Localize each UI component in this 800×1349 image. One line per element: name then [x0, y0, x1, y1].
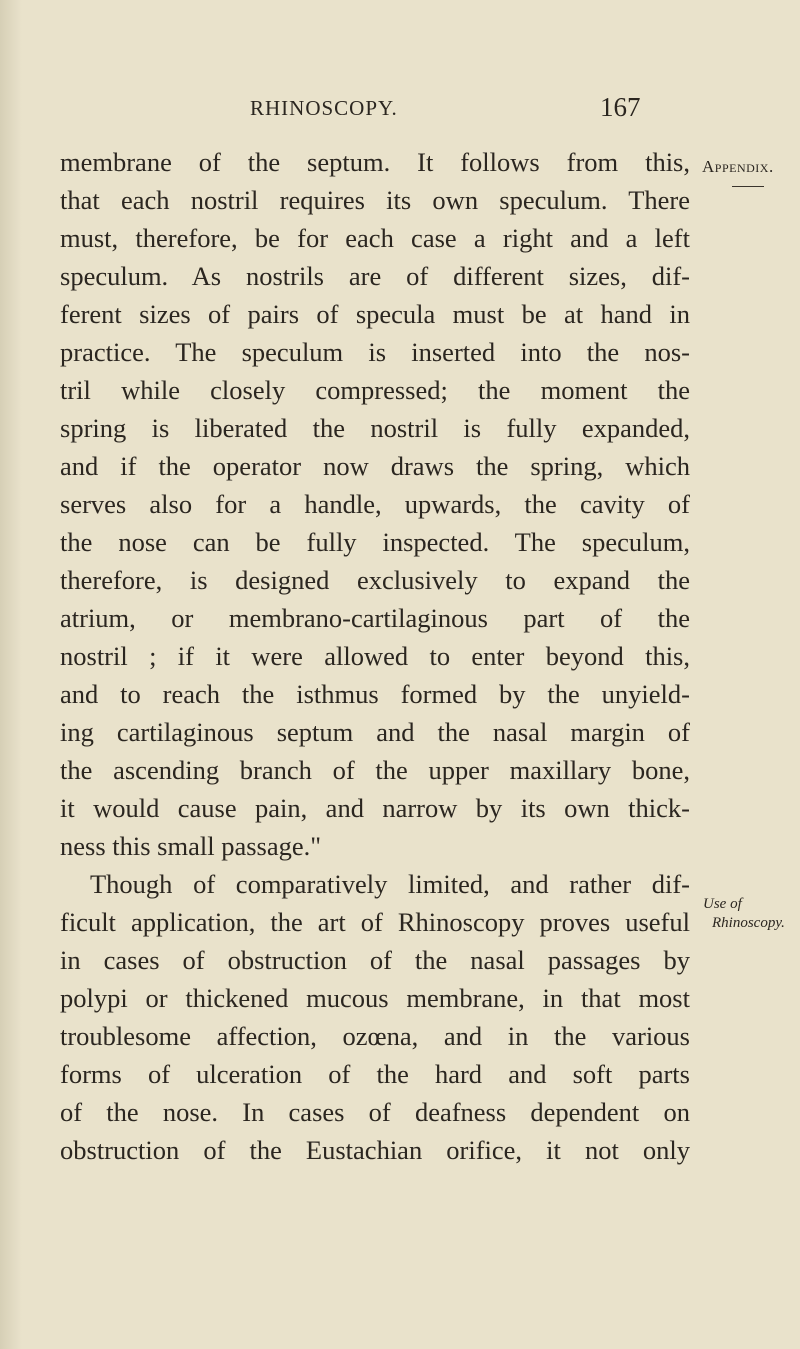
text-line: ferent sizes of pairs of specula must be at hand in: [60, 299, 690, 329]
text-line: it would cause pain, and narrow by its own thick-: [60, 793, 690, 823]
text-line: of the nose. In cases of deafness dependent on: [60, 1097, 690, 1127]
text-line: forms of ulceration of the hard and soft parts: [60, 1059, 690, 1089]
text-line: Though of comparatively limited, and rather dif-: [90, 869, 690, 899]
running-head: [0, 92, 800, 132]
page-edge-shadow: [0, 0, 22, 1349]
text-line: ing cartilaginous septum and the nasal margin of: [60, 717, 690, 747]
text-line: practice. The speculum is inserted into the nos-: [60, 337, 690, 367]
text-line: tril while closely compressed; the moment the: [60, 375, 690, 405]
body-text: [60, 143, 690, 1169]
text-line: and to reach the isthmus formed by the unyield-: [60, 679, 690, 709]
text-line: membrane of the septum. It follows from this,: [60, 147, 690, 177]
text-line: atrium, or membrano-cartilaginous part of the: [60, 603, 690, 633]
margin-note-use-of: Use of: [703, 896, 742, 912]
text-line: the nose can be fully inspected. The speculum,: [60, 527, 690, 557]
text-line: serves also for a handle, upwards, the cavity of: [60, 489, 690, 519]
page-number: 167: [600, 92, 641, 122]
text-line: spring is liberated the nostril is fully expanded,: [60, 413, 690, 443]
text-line: ness this small passage.": [60, 831, 322, 861]
text-line: nostril ; if it were allowed to enter beyond this,: [60, 641, 690, 671]
text-line: obstruction of the Eustachian orifice, it not only: [60, 1135, 690, 1165]
margin-note-appendix: Appendix.: [702, 157, 774, 176]
text-line: the ascending branch of the upper maxillary bone,: [60, 755, 690, 785]
text-line: and if the operator now draws the spring, which: [60, 451, 690, 481]
text-line: speculum. As nostrils are of different sizes, dif-: [60, 261, 690, 291]
margin-note-rhinoscopy: Rhinoscopy.: [712, 915, 785, 931]
text-line: ficult application, the art of Rhinoscopy proves useful: [60, 907, 690, 937]
text-line: polypi or thickened mucous membrane, in that most: [60, 983, 690, 1013]
text-line: must, therefore, be for each case a right and a left: [60, 223, 690, 253]
running-title: RHINOSCOPY.: [250, 96, 398, 120]
text-line: that each nostril requires its own speculum. There: [60, 185, 690, 215]
margin-note-divider: [732, 186, 764, 187]
text-line: troublesome affection, ozœna, and in the various: [60, 1021, 690, 1051]
text-line: therefore, is designed exclusively to expand the: [60, 565, 690, 595]
text-line: in cases of obstruction of the nasal passages by: [60, 945, 690, 975]
